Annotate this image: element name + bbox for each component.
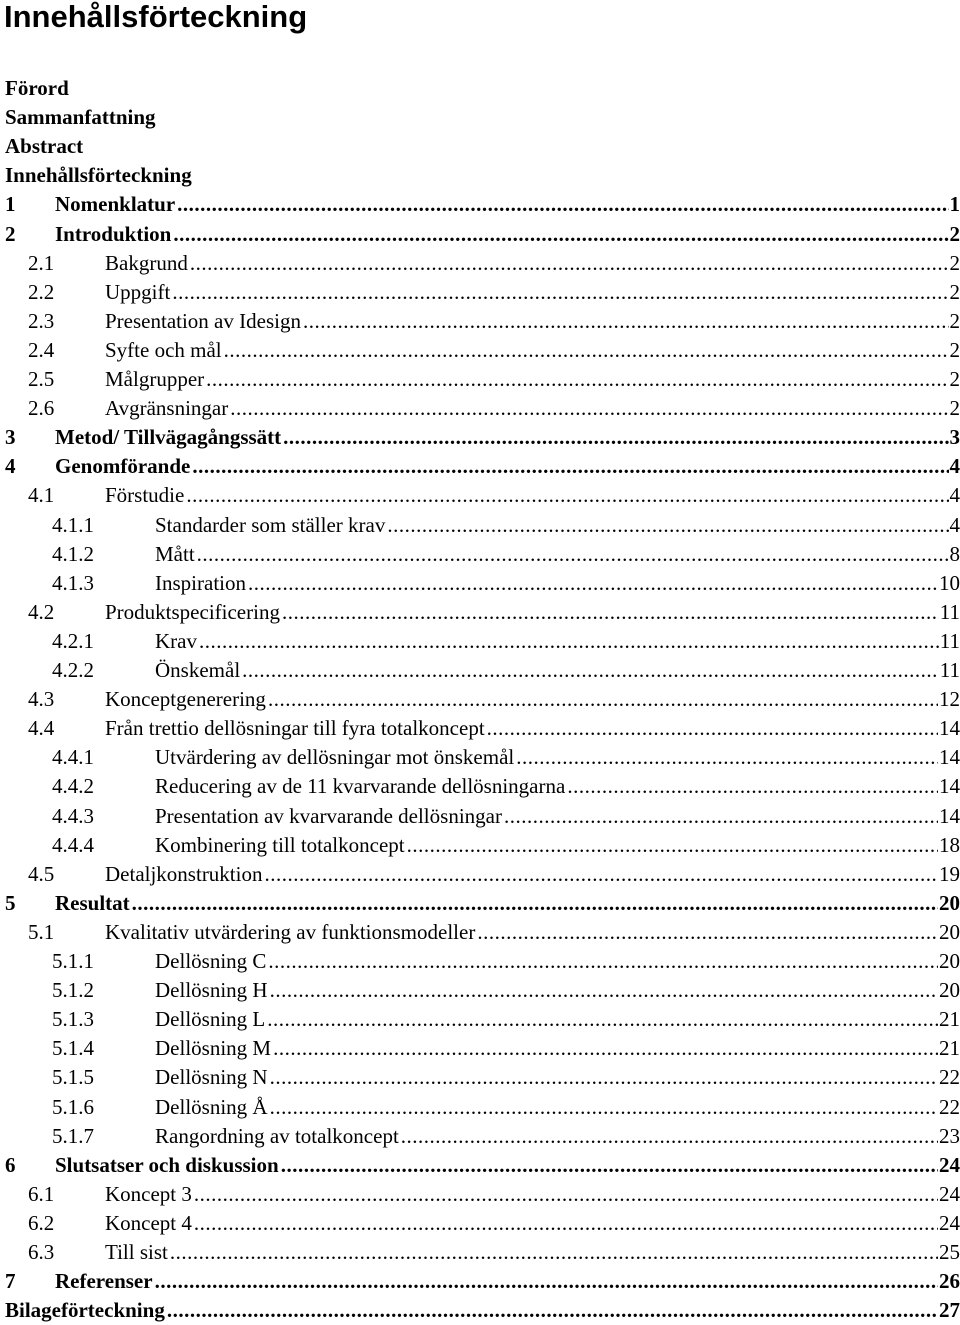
toc-entry-page: 4 [949,512,960,537]
toc-entry-page: 24 [939,1210,960,1235]
dot-leader [264,860,938,889]
toc-entry[interactable] [28,598,960,627]
dot-leader [283,423,948,452]
toc-entry[interactable] [5,452,960,481]
toc-entry[interactable] [52,1122,960,1151]
toc-entry-number: 1 [5,192,16,217]
toc-entry-page: 21 [939,1036,960,1061]
toc-entry[interactable] [52,1034,960,1063]
dot-leader [190,249,949,278]
toc-entry-number: 6.2 [28,1210,55,1235]
toc-entry-number: 4.1 [28,483,55,508]
dot-leader [407,831,938,860]
dot-leader [199,627,939,656]
toc-entry-page: 19 [939,861,960,886]
dot-leader [303,307,949,336]
dot-leader [197,540,949,569]
dot-leader [477,918,938,947]
toc-entry-page: 2 [949,337,960,362]
dot-leader [167,1296,938,1325]
dot-leader [270,976,938,1005]
toc-entry-number: 5.1.6 [52,1094,94,1119]
toc-entry[interactable] [5,220,960,249]
toc-entry-number: 3 [5,425,16,450]
toc-entry[interactable] [28,1209,960,1238]
toc-entry-title: Dellösning M [155,1036,272,1061]
toc-entry-title: Resultat [55,890,130,915]
toc-entry-title: Standarder som ställer krav [155,512,386,537]
toc-entry-title: Dellösning C [155,949,267,973]
dot-leader [206,365,948,394]
toc-entry-page: 24 [939,1152,960,1177]
toc-entry-page: 11 [939,658,960,682]
toc-entry[interactable] [28,860,960,889]
toc-entry-number: 4.4.4 [52,832,94,857]
toc-entry-title: Kombinering till totalkoncept [155,832,405,857]
toc-entry-page: 22 [939,1065,960,1090]
toc-entry-page: 4 [949,483,960,508]
toc-entry-number: 2.1 [28,250,55,275]
toc-entry-page: 2 [949,367,960,391]
toc-entry-number: 5 [5,890,16,915]
toc-entry[interactable] [52,656,960,685]
dot-leader [173,220,948,249]
dot-leader [186,481,948,510]
toc-entry-page: 22 [939,1094,960,1119]
toc-entry[interactable] [52,569,960,598]
toc-entry-page: 8 [949,541,960,566]
toc-entry-number: 4.4.2 [52,774,94,799]
toc-entry-page: 14 [939,745,960,770]
toc-entry[interactable] [5,190,960,219]
dot-leader [387,511,948,540]
toc-entry-page: 2 [949,221,960,246]
toc-entry-page: 4 [949,454,960,479]
toc-entry-number: 5.1.3 [52,1007,94,1032]
dot-leader [192,452,948,481]
toc-entry-page: 20 [939,949,960,973]
toc-entry-title: Introduktion [55,221,172,246]
toc-entry[interactable] [28,1238,960,1267]
dot-leader [248,569,938,598]
toc-entry[interactable] [5,889,960,918]
toc-entry-number: 5.1 [28,919,55,944]
toc-entry-number: 2.2 [28,279,55,304]
toc-entry-number: 6 [5,1152,16,1177]
toc-entry[interactable] [28,1180,960,1209]
dot-leader [194,1180,938,1209]
dot-leader [170,1238,938,1267]
dot-leader [282,598,939,627]
toc-entry-number: 5.1.4 [52,1036,94,1061]
toc-entry-page: 20 [939,978,960,1003]
toc-entry[interactable] [52,772,960,801]
toc-entry-number: 2.5 [28,367,55,391]
toc-entry-title: Koncept 4 [105,1210,192,1235]
dot-leader [155,1267,938,1296]
toc-entry[interactable] [28,918,960,947]
toc-entry[interactable] [5,1151,960,1180]
toc-entry-page: 11 [939,628,960,653]
toc-entry-title: Genomförande [55,454,191,479]
toc-entry-title: Dellösning Å [155,1094,268,1119]
toc-entry-page: 1 [949,192,960,217]
toc-entry-number: 4.5 [28,861,55,886]
toc-entry-page: 20 [939,890,960,915]
toc-entry-title: Mått [155,541,195,566]
toc-entry[interactable] [28,481,960,510]
toc-entry[interactable] [52,947,960,976]
toc-entry-title: Nomenklatur [55,192,176,217]
toc-entry-page: 3 [949,425,960,450]
dot-leader [230,394,948,423]
toc-entry-title: Från trettio dellösningar till fyra totalkoncept [105,716,485,741]
toc-entry-number: 4.2.1 [52,628,94,653]
toc-entry[interactable] [52,1093,960,1122]
toc-entry[interactable] [28,249,960,278]
toc-entry-number: 4.2.2 [52,658,94,682]
front-matter-item[interactable]: Abstract [5,134,84,159]
toc-entry-page: 18 [939,832,960,857]
toc-entry-title: Bilageförteckning [5,1298,165,1323]
toc-entry-title: Dellösning L [155,1007,266,1032]
toc-entry-title: Produktspecificering [105,599,280,624]
toc-entry[interactable] [28,365,960,394]
toc-entry-number: 4.4.1 [52,745,94,770]
dot-leader [270,1063,938,1092]
toc-entry-title: Avgränsningar [105,396,229,421]
toc-entry-title: Inspiration [155,570,246,595]
toc-entry-page: 2 [949,250,960,275]
toc-entry-number: 4 [5,454,16,479]
dot-leader [281,1151,938,1180]
dot-leader [194,1209,938,1238]
toc-entry-title: Presentation av Idesign [105,308,301,333]
dot-leader [270,1093,938,1122]
toc-entry-title: Krav [155,628,197,653]
toc-entry-title: Slutsatser och diskussion [55,1152,279,1177]
toc-entry-title: Bakgrund [105,250,188,275]
toc-entry-title: Förstudie [105,483,185,508]
dot-leader [177,190,948,219]
dot-leader [504,802,938,831]
toc-entry[interactable] [52,976,960,1005]
toc-entry-number: 2.6 [28,396,55,421]
dot-leader [567,772,938,801]
toc-entry-number: 5.1.5 [52,1065,94,1090]
toc-entry-title: Dellösning H [155,978,268,1003]
toc-entry[interactable] [52,1005,960,1034]
dot-leader [242,656,939,685]
front-matter-item[interactable]: Sammanfattning [5,105,156,130]
toc-entry-number: 2 [5,221,16,246]
toc-entry-page: 2 [949,396,960,421]
toc-entry[interactable] [52,1063,960,1092]
toc-entry-title: Konceptgenerering [105,687,266,712]
toc-entry[interactable] [52,802,960,831]
toc-entry-page: 14 [939,716,960,741]
toc-entry[interactable] [52,743,960,772]
toc-entry-title: Reducering av de 11 kvarvarande dellösningarna [155,774,566,799]
toc-entry-number: 4.1.1 [52,512,94,537]
toc-entry[interactable] [52,831,960,860]
toc-entry[interactable] [5,1296,960,1325]
toc-entry-title: Utvärdering av dellösningar mot önskemål [155,745,515,770]
toc-entry-number: 4.2 [28,599,55,624]
dot-leader [401,1122,938,1151]
toc-entry-title: Uppgift [105,279,171,304]
toc-entry[interactable] [28,307,960,336]
toc-entry-number: 7 [5,1269,16,1294]
toc-entry-number: 5.1.2 [52,978,94,1003]
toc-entry[interactable] [5,423,960,452]
toc-entry-page: 11 [939,599,960,624]
toc-entry-number: 6.3 [28,1240,55,1264]
toc-entry-number: 4.1.3 [52,570,94,595]
toc-entry-title: Metod/ Tillvägagångssätt [55,425,282,450]
toc-entry[interactable] [28,278,960,307]
toc-entry[interactable] [5,1267,960,1296]
toc-entry-page: 2 [949,279,960,304]
toc-entry-number: 4.4.3 [52,803,94,828]
toc-entry-title: Till sist [105,1240,168,1264]
toc-entry-page: 21 [939,1007,960,1032]
toc-entry-number: 2.4 [28,337,55,362]
toc-entry-number: 5.1.1 [52,949,94,973]
dot-leader [224,336,949,365]
dot-leader [268,685,938,714]
toc-entry-title: Referenser [55,1269,153,1294]
toc-entry-page: 10 [939,570,960,595]
toc-entry-page: 26 [939,1269,960,1294]
dot-leader [132,889,938,918]
toc-entry-title: Detaljkonstruktion [105,861,263,886]
toc-entry-number: 4.1.2 [52,541,94,566]
toc-entry-page: 14 [939,803,960,828]
toc-entry[interactable] [28,336,960,365]
page-title: Innehållsförteckning [4,0,308,34]
toc-entry-title: Kvalitativ utvärdering av funktionsmodeller [105,919,476,944]
front-matter-item[interactable]: Innehållsförteckning [5,163,192,188]
toc-entry-page: 25 [939,1240,960,1264]
dot-leader [516,743,938,772]
toc-entry-title: Rangordning av totalkoncept [155,1123,399,1148]
toc-entry[interactable] [28,394,960,423]
toc-entry-page: 12 [939,687,960,712]
dot-leader [273,1034,938,1063]
dot-leader [487,714,938,743]
toc-entry-page: 20 [939,919,960,944]
toc-entry[interactable] [28,685,960,714]
toc-entry-number: 5.1.7 [52,1123,94,1148]
dot-leader [172,278,948,307]
toc-entry-title: Önskemål [155,658,241,682]
dot-leader [267,1005,938,1034]
toc-entry-page: 23 [939,1123,960,1148]
toc-entry[interactable] [52,627,960,656]
toc-entry-title: Syfte och mål [105,337,222,362]
toc-entry-number: 6.1 [28,1181,55,1206]
toc-entry-number: 2.3 [28,308,55,333]
toc-entry-page: 27 [939,1298,960,1323]
toc-entry[interactable] [28,714,960,743]
toc-entry-title: Målgrupper [105,367,205,391]
dot-leader [268,947,938,976]
toc-entry-page: 2 [949,308,960,333]
toc-entry-page: 14 [939,774,960,799]
front-matter-item[interactable]: Förord [5,76,69,100]
toc-entry-title: Koncept 3 [105,1181,192,1206]
toc-entry[interactable] [52,540,960,569]
toc-entry-title: Presentation av kvarvarande dellösningar [155,803,502,828]
toc-entry-number: 4.3 [28,687,55,712]
toc-entry-title: Dellösning N [155,1065,268,1090]
toc-entry-number: 4.4 [28,716,55,741]
toc-entry-page: 24 [939,1181,960,1206]
toc-entry[interactable] [52,511,960,540]
